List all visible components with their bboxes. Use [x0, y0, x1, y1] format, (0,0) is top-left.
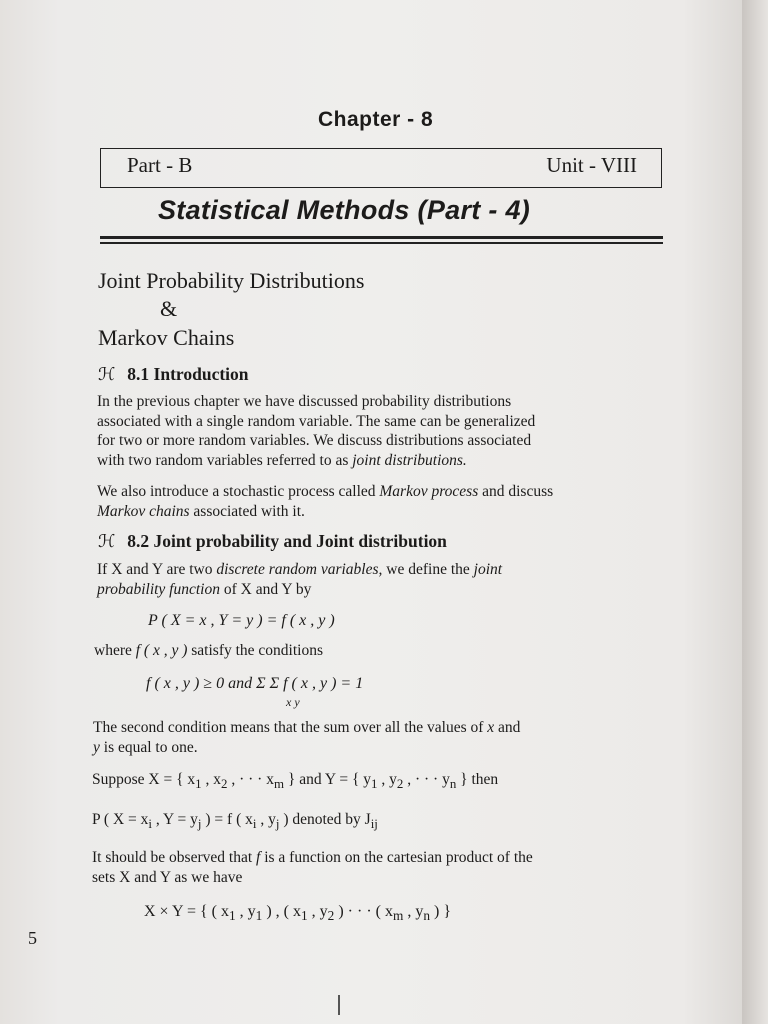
paragraph-line	[93, 718, 520, 738]
equation-conditions: f ( x , y ) ≥ 0 and Σ Σ f ( x , y ) = 1	[146, 675, 364, 692]
subscript: n	[449, 776, 457, 792]
intro-paragraph	[97, 392, 535, 470]
text-run: we define the	[382, 561, 474, 578]
math-run: P ( X = x	[92, 811, 149, 828]
math-inline: f ( x , y )	[135, 642, 188, 659]
condition-explanation	[93, 718, 520, 757]
math-run: ) = f ( x	[201, 811, 253, 828]
summation-subscripts: x y	[286, 695, 300, 709]
paragraph-line	[97, 482, 553, 502]
subscript: 1	[255, 908, 263, 924]
paragraph-line: for two or more random variables. We discuss distributions associated	[97, 432, 532, 449]
subscript: n	[423, 908, 431, 924]
emphasis-text: Markov chains	[97, 502, 190, 520]
math-run: , y	[256, 811, 276, 828]
subscript: j	[197, 816, 202, 832]
paragraph-line	[97, 502, 553, 522]
part-unit-box	[100, 148, 662, 188]
cartesian-explanation	[92, 848, 533, 887]
emphasis-text: joint	[473, 561, 503, 578]
text-run: satisfy the conditions	[187, 642, 324, 659]
part-label: Part - B	[127, 153, 193, 177]
markov-intro-paragraph	[97, 482, 553, 521]
section-heading-intro	[98, 364, 249, 385]
math-run: ) · · · ( x	[334, 903, 393, 920]
paragraph-line: sets X and Y as we have	[92, 868, 243, 886]
text-run: associated with it.	[189, 502, 305, 520]
subscript: 2	[327, 908, 335, 924]
text-run: It should be observed that	[92, 849, 257, 866]
subscript: 1	[371, 776, 378, 792]
subscript: j	[275, 816, 280, 832]
emphasis-text: joint distributions.	[352, 451, 467, 469]
pij-line	[92, 810, 378, 834]
math-run: , y	[307, 903, 328, 920]
text-run: where	[94, 642, 136, 659]
equation-joint-probability: P ( X = x , Y = y ) = f ( x , y )	[148, 612, 335, 629]
chapter-heading: Chapter - 8	[318, 108, 434, 131]
math-inline: x	[487, 719, 495, 736]
paragraph-line	[97, 580, 502, 600]
cartesian-product-equation	[144, 902, 451, 926]
subscript: i	[148, 816, 152, 832]
section-bullet-icon: ℋ	[98, 364, 116, 384]
paragraph-line	[97, 451, 535, 471]
text-run: The second condition means that the sum over all the values of	[93, 719, 488, 736]
math-inline: f	[256, 849, 261, 866]
text-run: is equal to one.	[99, 738, 198, 756]
page-number: 5	[28, 928, 37, 948]
text-run: with two random variables referred to as	[97, 451, 353, 469]
math-run: ) , ( x	[262, 903, 301, 920]
paragraph-line	[93, 738, 520, 758]
math-run: , Y = y	[152, 811, 198, 828]
unit-label: Unit - VIII	[546, 153, 637, 177]
subscript: m	[273, 776, 284, 792]
title-rule-thin	[100, 242, 663, 244]
subscript: 2	[396, 776, 404, 792]
topic-heading-markov: Markov Chains	[98, 325, 235, 350]
text-run: of X and Y by	[220, 580, 312, 598]
math-run: , x	[201, 771, 221, 788]
paragraph-line	[97, 560, 502, 580]
topic-heading-joint: Joint Probability Distributions	[98, 268, 365, 293]
page-title: Statistical Methods (Part - 4)	[158, 195, 531, 225]
math-run: , y	[403, 903, 424, 920]
paragraph-line	[92, 848, 533, 868]
math-run: ) denoted by J	[279, 811, 371, 828]
math-run: } then	[456, 771, 499, 788]
math-run: X × Y = { ( x	[144, 903, 229, 920]
math-run: } and Y = { y	[284, 771, 372, 788]
text-run: is a function on the cartesian product of the	[260, 849, 533, 866]
text-run: and discuss	[478, 483, 554, 500]
section-title: 8.2 Joint probability and Joint distribution	[127, 531, 447, 551]
text-run: and	[494, 719, 521, 736]
page-edge-shadow	[742, 0, 768, 1024]
topic-ampersand: &	[160, 296, 178, 321]
section-bullet-icon: ℋ	[98, 531, 116, 551]
subscript: i	[252, 816, 257, 832]
suppose-line	[92, 770, 498, 794]
text-run: If X and Y are two	[97, 561, 217, 578]
math-run: , y	[377, 771, 397, 788]
subscript: 1	[195, 776, 202, 792]
where-line	[94, 641, 323, 661]
math-run: , · · · y	[403, 771, 450, 788]
section-heading-joint-probability	[98, 531, 447, 552]
emphasis-text: Markov process	[379, 483, 479, 500]
subscript: ij	[370, 816, 378, 832]
math-inline: y	[93, 738, 100, 756]
subscript: 1	[228, 908, 236, 924]
math-run: , · · · x	[227, 771, 274, 788]
text-run: We also introduce a stochastic process called	[97, 483, 380, 500]
emphasis-text: discrete random variables,	[216, 561, 383, 578]
section-title: 8.1 Introduction	[127, 364, 249, 384]
subscript: m	[392, 908, 404, 924]
math-run: ) }	[430, 903, 452, 920]
math-run: , y	[235, 903, 256, 920]
emphasis-text: probability function	[97, 580, 220, 598]
paragraph-line: associated with a single random variable. The same can be generalized	[97, 412, 536, 430]
subscript: 1	[300, 908, 308, 924]
paragraph-line: In the previous chapter we have discussed probability distributions	[97, 393, 512, 410]
title-rule-thick	[100, 236, 663, 239]
definition-paragraph	[97, 560, 502, 599]
binding-mark	[338, 995, 340, 1015]
subscript: 2	[221, 776, 228, 792]
math-run: Suppose X = { x	[92, 771, 196, 788]
